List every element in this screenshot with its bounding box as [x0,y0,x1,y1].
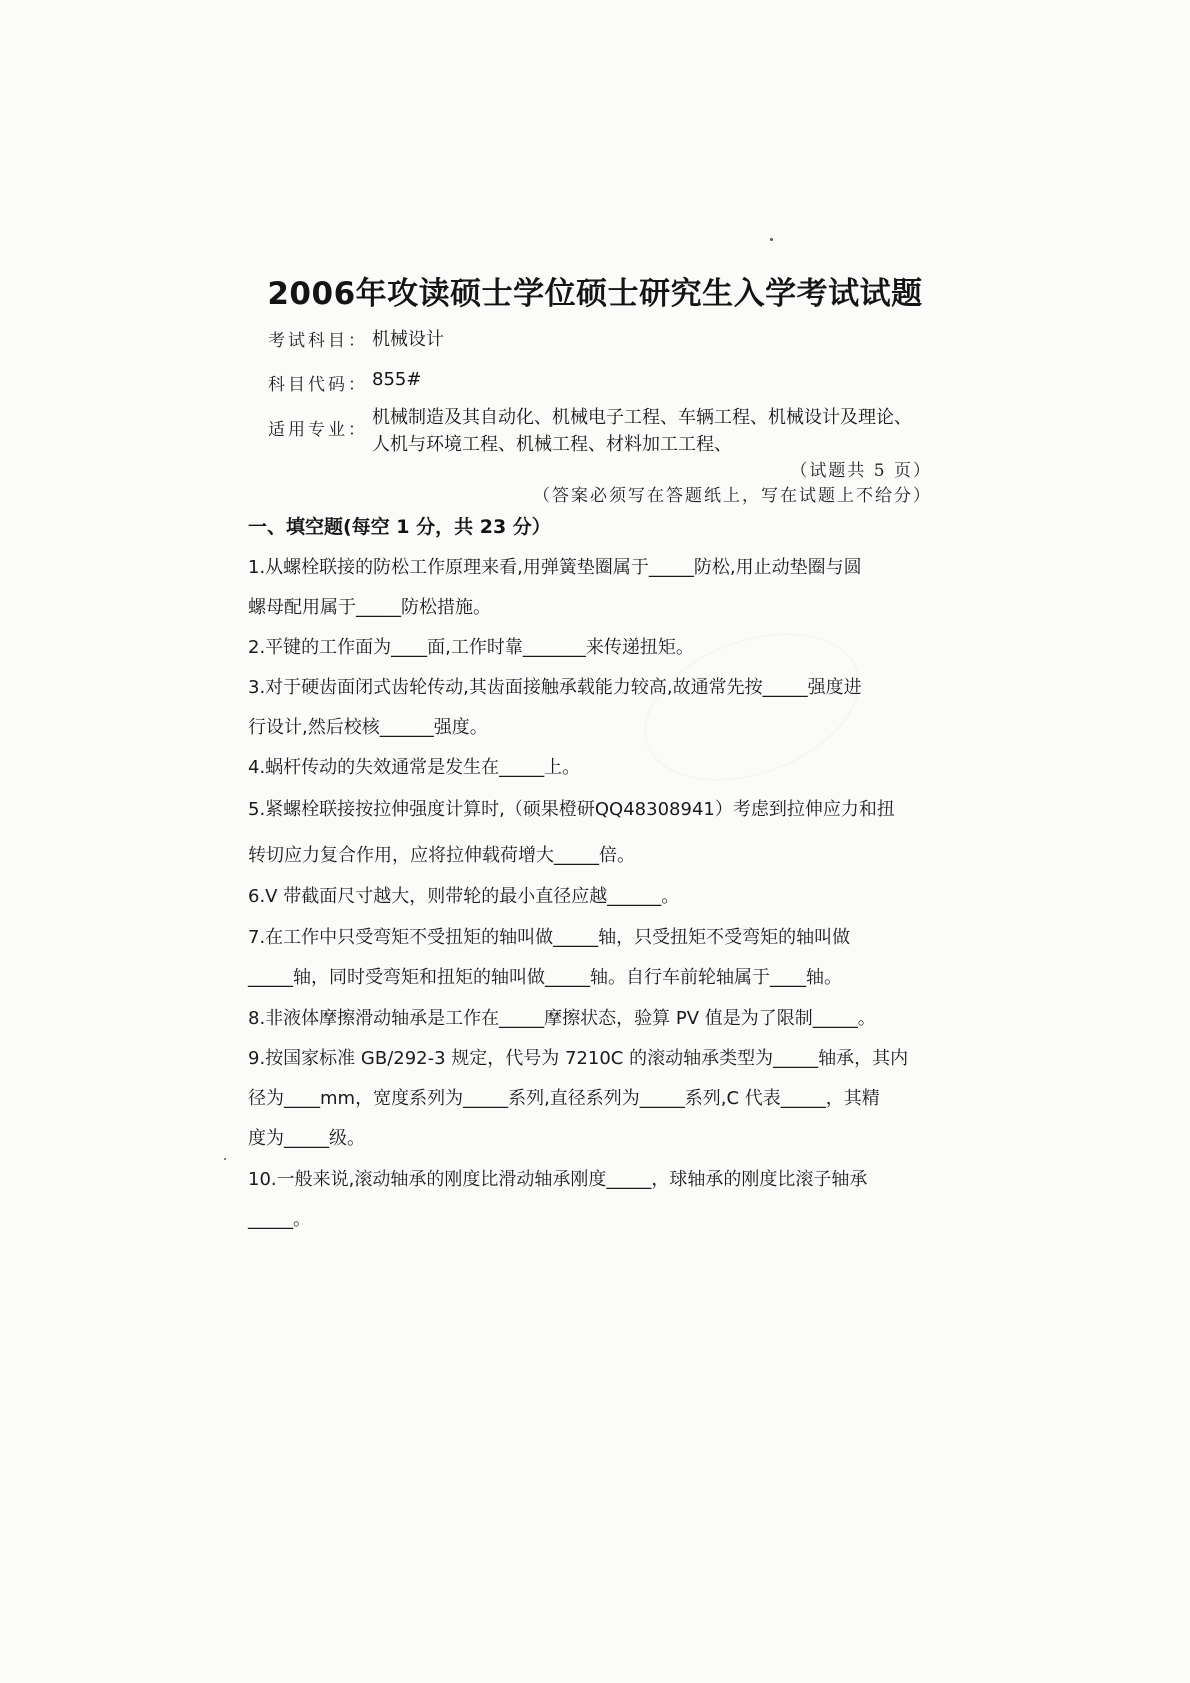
question-10-line-1: 10.一般来说,滚动轴承的刚度比滑动轴承刚度_____，球轴承的刚度比滚子轴承 [248,1169,868,1190]
question-2-line-1: 2.平键的工作面为____面,工作时靠_______来传递扭矩。 [248,637,694,658]
question-9-line-3: 度为_____级。 [248,1128,365,1149]
question-3-line-1: 3.对于硬齿面闭式齿轮传动,其齿面接触承载能力较高,故通常先按_____强度进 [248,677,862,698]
question-7-line-2: _____轴，同时受弯矩和扭矩的轴叫做_____轴。自行车前轮轴属于____轴。 [248,967,842,988]
exam-title: 2006年攻读硕士学位硕士研究生入学考试试题 [267,276,923,312]
question-10-line-2: _____。 [248,1209,311,1230]
exam-subject-value: 机械设计 [372,329,444,350]
question-6-line-1: 6.V 带截面尺寸越大，则带轮的最小直径应越______。 [248,886,680,907]
pages-note: （试题共 5 页） [790,461,932,481]
question-5-line-1: 5.紧螺栓联接按拉伸强度计算时,（硕果橙研QQ48308941）考虑到拉伸应力和扭 [248,799,895,820]
question-9-line-2: 径为____mm，宽度系列为_____系列,直径系列为_____系列,C 代表_____，其精 [248,1088,880,1109]
majors-line-2: 人机与环境工程、机械工程、材料加工工程、 [372,434,732,455]
question-7-line-1: 7.在工作中只受弯矩不受扭矩的轴叫做_____轴，只受扭矩不受弯矩的轴叫做 [248,927,851,948]
question-4-line-1: 4.蜗杆传动的失效通常是发生在_____上。 [248,757,581,778]
section-title: 一、填空题(每空 1 分，共 23 分） [248,516,551,538]
exam-subject-label: 考试科目： [268,331,368,351]
question-1-line-1: 1.从螺栓联接的防松工作原理来看,用弹簧垫圈属于_____防松,用止动垫圈与圆 [248,557,862,578]
scan-speck [770,238,773,241]
subject-code-label: 科目代码： [268,375,368,395]
question-8-line-1: 8.非液体摩擦滑动轴承是工作在_____摩擦状态，验算 PV 值是为了限制_____。 [248,1008,876,1029]
subject-code-value: 855# [372,369,422,390]
answer-note: （答案必须写在答题纸上，写在试题上不给分） [533,486,932,506]
majors-label: 适用专业： [268,420,368,440]
question-3-line-2: 行设计,然后校核______强度。 [248,717,488,738]
majors-line-1: 机械制造及其自动化、机械电子工程、车辆工程、机械设计及理论、 [372,407,912,428]
scan-speck [224,1158,226,1160]
question-9-line-1: 9.按国家标准 GB/292-3 规定，代号为 7210C 的滚动轴承类型为_____轴承，其内 [248,1048,909,1069]
question-5-line-2: 转切应力复合作用，应将拉伸载荷增大_____倍。 [248,845,635,866]
question-1-line-2: 螺母配用属于_____防松措施。 [248,597,491,618]
